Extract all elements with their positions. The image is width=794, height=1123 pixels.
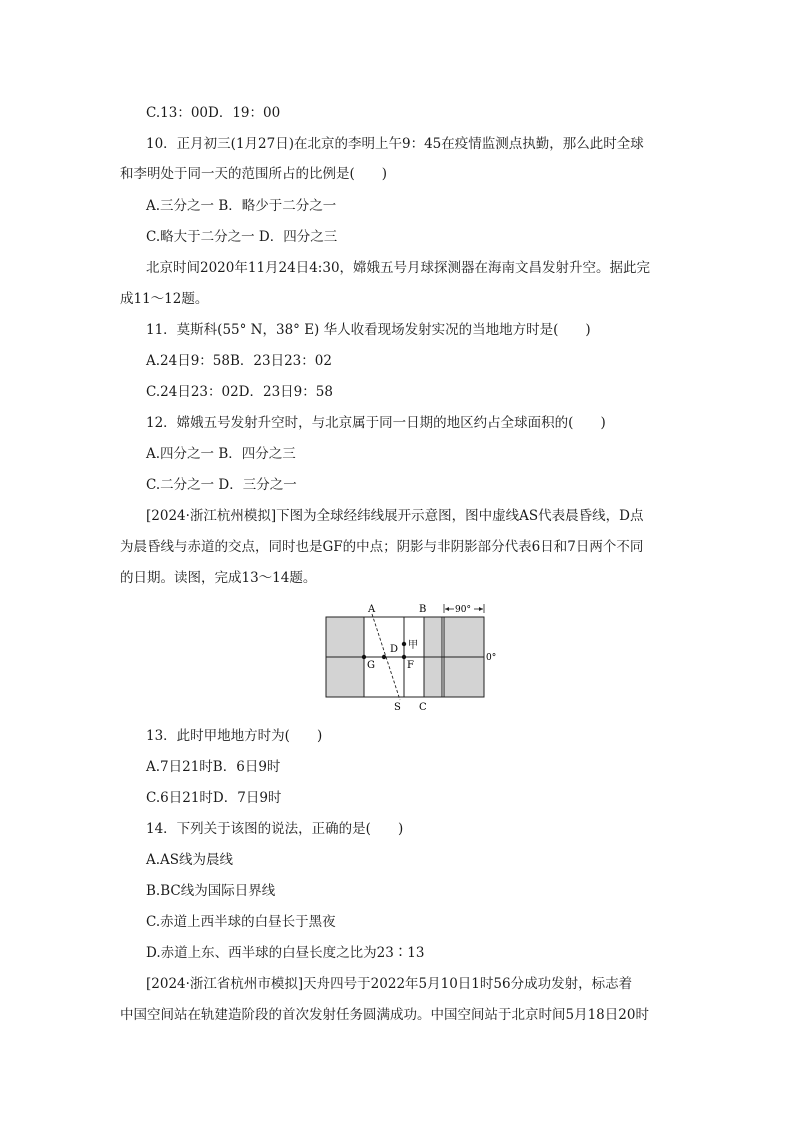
option-line: A.四分之一 B．四分之三 xyxy=(146,446,296,462)
question-12: 12．嫦娥五号发射升空时，与北京属于同一日期的地区约占全球面积的( ) xyxy=(146,415,606,431)
option-line: D.赤道上东、西半球的白昼长度之比为23∶13 xyxy=(146,945,425,961)
option-line: B.BC线为国际日界线 xyxy=(146,883,276,899)
question-14: 14．下列关于该图的说法，正确的是( ) xyxy=(146,821,404,837)
point-jia xyxy=(402,642,406,646)
label-c: C xyxy=(419,702,427,712)
text-line: 和李明处于同一天的范围所占的比例是( ) xyxy=(120,166,388,182)
material-line: [2024·浙江省杭州市模拟]天舟四号于2022年5月10日1时56分成功发射，标志着 xyxy=(146,976,633,992)
label-s: S xyxy=(394,702,401,712)
text-line: C.13：00D．19：00 xyxy=(146,105,281,121)
option-line: C.24日23：02D．23日9：58 xyxy=(146,384,333,400)
label-90: 90° xyxy=(455,605,471,615)
option-line: C.二分之一 D．三分之一 xyxy=(146,477,297,493)
graticule-diagram xyxy=(318,600,498,712)
label-b: B xyxy=(419,604,427,615)
material-line: 北京时间2020年11月24日4:30，嫦娥五号月球探测器在海南文昌发射升空。据此完 xyxy=(146,260,651,276)
option-line: C.略大于二分之一 D．四分之三 xyxy=(146,229,338,245)
label-g: G xyxy=(367,660,375,671)
option-line: A.24日9：58B．23日23：02 xyxy=(146,353,332,369)
material-line: 的日期。读图，完成13～14题。 xyxy=(120,570,317,586)
label-equator: 0° xyxy=(486,653,497,663)
material-line: [2024·浙江杭州模拟]下图为全球经纬线展开示意图，图中虚线AS代表晨昏线，D点 xyxy=(146,508,644,524)
material-line: 中国空间站在轨建造阶段的首次发射任务圆满成功。中国空间站于北京时间5月18日20时 xyxy=(120,1007,649,1023)
label-a: A xyxy=(368,604,376,615)
option-line: A.7日21时B．6日9时 xyxy=(146,759,281,775)
question-10: 10．正月初三(1月27日)在北京的李明上午9：45在疫情监测点执勤，那么此时全球 xyxy=(146,136,644,152)
question-13: 13．此时甲地地方时为( ) xyxy=(146,728,323,744)
point-d xyxy=(382,655,386,659)
label-d: D xyxy=(390,644,399,655)
point-g xyxy=(362,655,366,659)
material-line: 为晨昏线与赤道的交点，同时也是GF的中点；阴影与非阴影部分代表6日和7日两个不同 xyxy=(120,539,644,555)
label-f: F xyxy=(407,660,414,671)
label-jia: 甲 xyxy=(408,640,418,651)
material-line: 成11～12题。 xyxy=(120,291,209,307)
option-line: A.三分之一 B．略少于二分之一 xyxy=(146,198,337,214)
option-line: C.6日21时D．7日9时 xyxy=(146,790,282,806)
point-f xyxy=(402,655,406,659)
question-11: 11．莫斯科(55° N，38° E) 华人收看现场发射实况的当地地方时是( ) xyxy=(146,322,591,338)
option-line: C.赤道上西半球的白昼长于黑夜 xyxy=(146,914,336,930)
option-line: A.AS线为晨线 xyxy=(146,852,234,868)
